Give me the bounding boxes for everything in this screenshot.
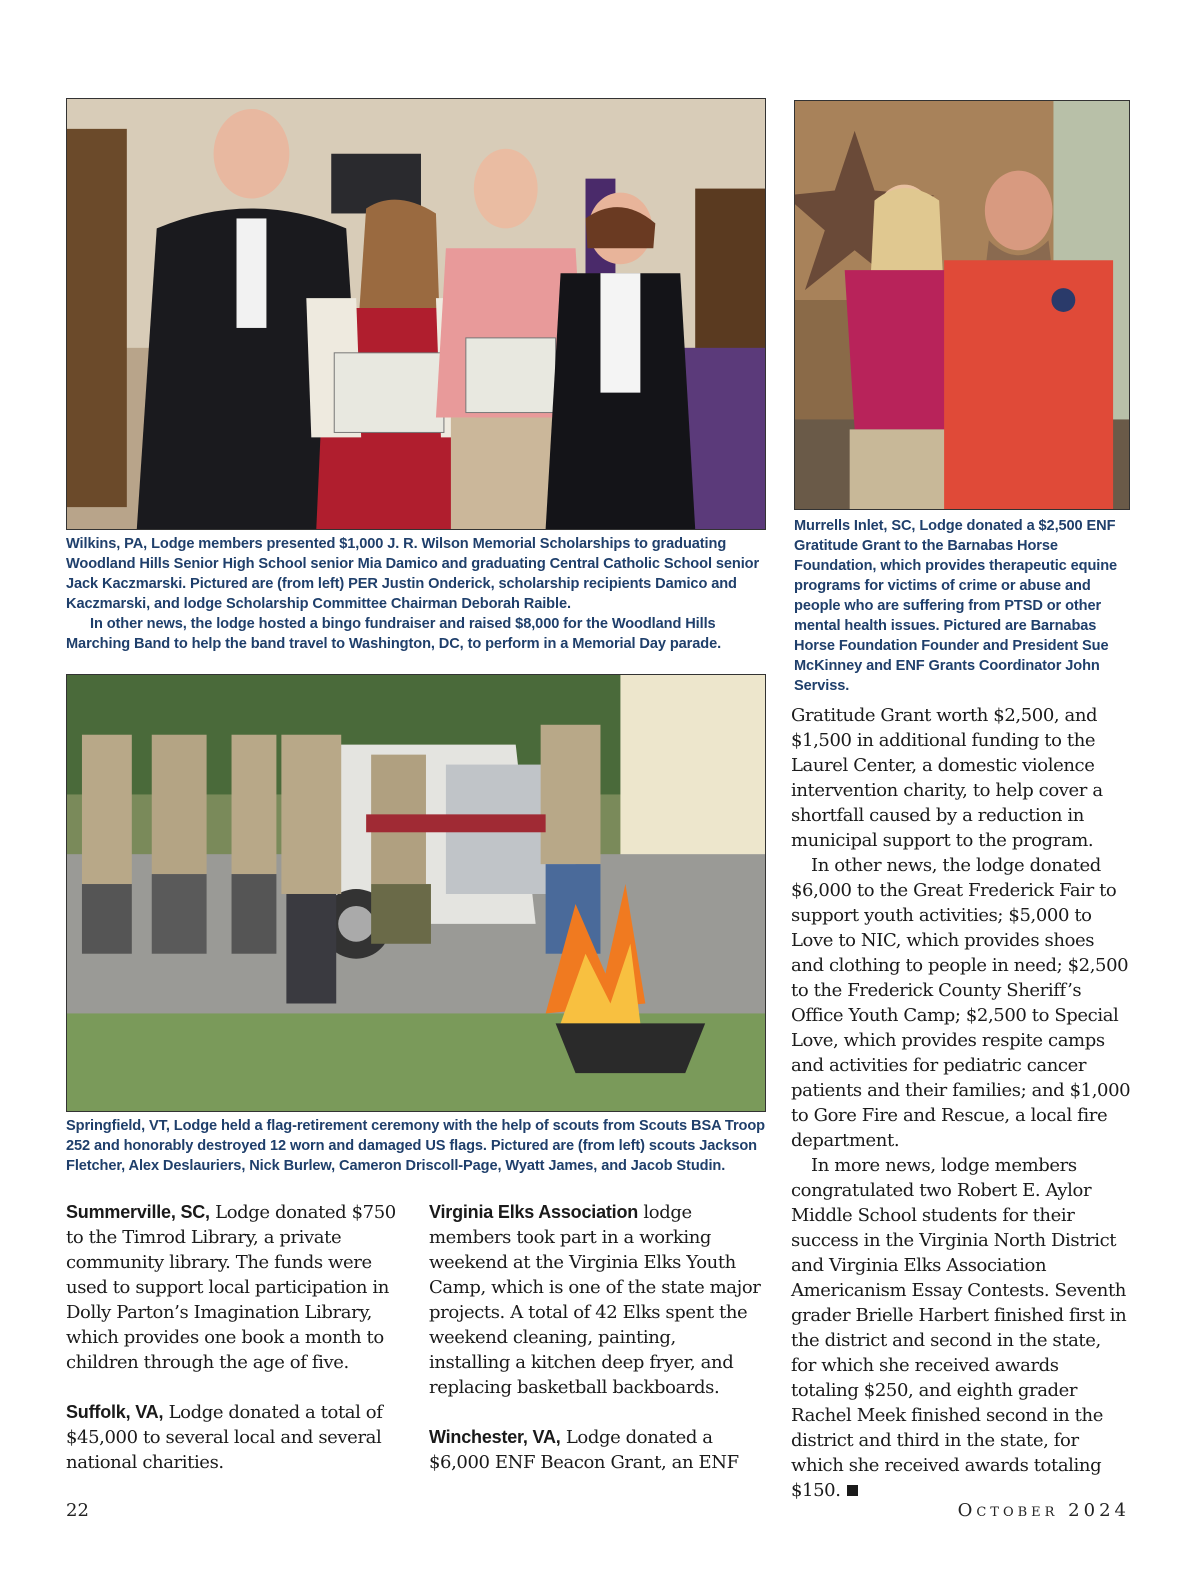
winchester-cont: Gratitude Grant worth $2,500, and $1,500 in additional funding to the Laurel Center, a domestic violence intervention charity, to help cover a shortfall caused by a reduction in municipal support to the program. bbox=[791, 705, 1103, 851]
springfield-photo bbox=[66, 674, 766, 1112]
page-number: 22 bbox=[66, 1500, 89, 1521]
murrells-photo-graphic bbox=[795, 101, 1129, 509]
summerville-lead: Summerville, SC, bbox=[66, 1202, 210, 1222]
suffolk-lead: Suffolk, VA, bbox=[66, 1402, 164, 1422]
article-suffolk bbox=[66, 1400, 406, 1475]
column-1 bbox=[66, 1200, 406, 1475]
suffolk-text: Lodge donated a total of $45,000 to several local and several national charities. bbox=[66, 1402, 383, 1473]
wilkins-caption-lead: Wilkins, PA, bbox=[66, 536, 148, 552]
article-virginia bbox=[429, 1200, 761, 1400]
murrells-photo bbox=[794, 100, 1130, 510]
winchester-p2: In other news, the lodge donated $6,000 to the Great Frederick Fair to support youth activities; $5,000 to Love to NIC, which provides shoes and clothing to people in need; $2,500 to the Frederick County Sheriff’s Office Youth Camp; $2,500 to Special Love, which provides respite camps and activities for pediatric cancer patients and their families; and $1,000 to Gore Fire and Rescue, a local fire department. bbox=[791, 855, 1131, 1151]
wilkins-caption-text: Lodge members presented $1,000 J. R. Wilson Memorial Scholarships to graduating Woodland Hills Senior High School senior Mia Damico and graduating Central Catholic School senior Jack Kaczmarski. Pictured are (from left) PER Justin Onderick, scholarship recipients Damico and Kaczmarski, and lodge Scholarship Committee Chairman Deborah Raible. bbox=[66, 536, 760, 612]
springfield-photo-graphic bbox=[67, 675, 765, 1111]
springfield-caption bbox=[66, 1116, 766, 1176]
column-2 bbox=[429, 1200, 761, 1475]
winchester-text: Lodge donated a $6,000 ENF Beacon Grant, an ENF bbox=[429, 1427, 739, 1473]
article-summerville bbox=[66, 1200, 406, 1375]
murrells-caption bbox=[794, 516, 1130, 696]
murrells-caption-lead: Murrells Inlet, SC, bbox=[794, 518, 916, 534]
springfield-caption-text: Lodge held a flag-retirement ceremony with the help of scouts from Scouts BSA Troop 252 and honorably destroyed 12 worn and damaged US flags. Pictured are (from left) scouts Jackson Fletcher, Alex Deslauriers, Nick Burlew, Cameron Driscoll-Page, Wyatt James, and Jacob Studin. bbox=[66, 1118, 765, 1174]
virginia-text: lodge members took part in a working weekend at the Virginia Elks Youth Camp, which is one of the state major projects. A total of 42 Elks spent the weekend cleaning, painting, installing a kitchen deep fryer, and replacing basketball backboards. bbox=[429, 1202, 761, 1398]
column-3 bbox=[791, 703, 1131, 1503]
winchester-p3-text: In more news, lodge members congratulated two Robert E. Aylor Middle School students for their success in the Virginia North District and Virginia Elks Association Americanism Essay Contests. Seventh grader Brielle Harbert finished first in the district and second in the state, for which she received awards totaling $250, and eighth grader Rachel Meek finished second in the district and third in the state, for which she received awards totaling $150. bbox=[791, 1155, 1127, 1501]
wilkins-caption-text2: In other news, the lodge hosted a bingo fundraiser and raised $8,000 for the Woodland Hills Marching Band to help the band travel to Washington, DC, to perform in a Memorial Day parade. bbox=[66, 616, 722, 652]
winchester-lead: Winchester, VA, bbox=[429, 1427, 561, 1447]
winchester-p3 bbox=[791, 1153, 1131, 1503]
issue-date: October 2024 bbox=[957, 1500, 1130, 1521]
wilkins-photo-graphic bbox=[67, 99, 765, 529]
wilkins-photo bbox=[66, 98, 766, 530]
end-mark-icon bbox=[847, 1485, 858, 1496]
wilkins-caption bbox=[66, 534, 766, 654]
springfield-caption-lead: Springfield, VT, bbox=[66, 1118, 170, 1134]
murrells-caption-text: Lodge donated a $2,500 ENF Gratitude Grant to the Barnabas Horse Foundation, which provides therapeutic equine programs for victims of crime or abuse and people who are suffering from PTSD or other mental health issues. Pictured are Barnabas Horse Foundation Founder and President Sue McKinney and ENF Grants Coordinator John Serviss. bbox=[794, 518, 1118, 694]
summerville-text: Lodge donated $750 to the Timrod Library, a private community library. The funds were used to support local participation in Dolly Parton’s Imagination Library, which provides one book a month to children through the age of five. bbox=[66, 1202, 396, 1373]
virginia-lead: Virginia Elks Association bbox=[429, 1202, 639, 1222]
article-winchester bbox=[429, 1425, 761, 1475]
